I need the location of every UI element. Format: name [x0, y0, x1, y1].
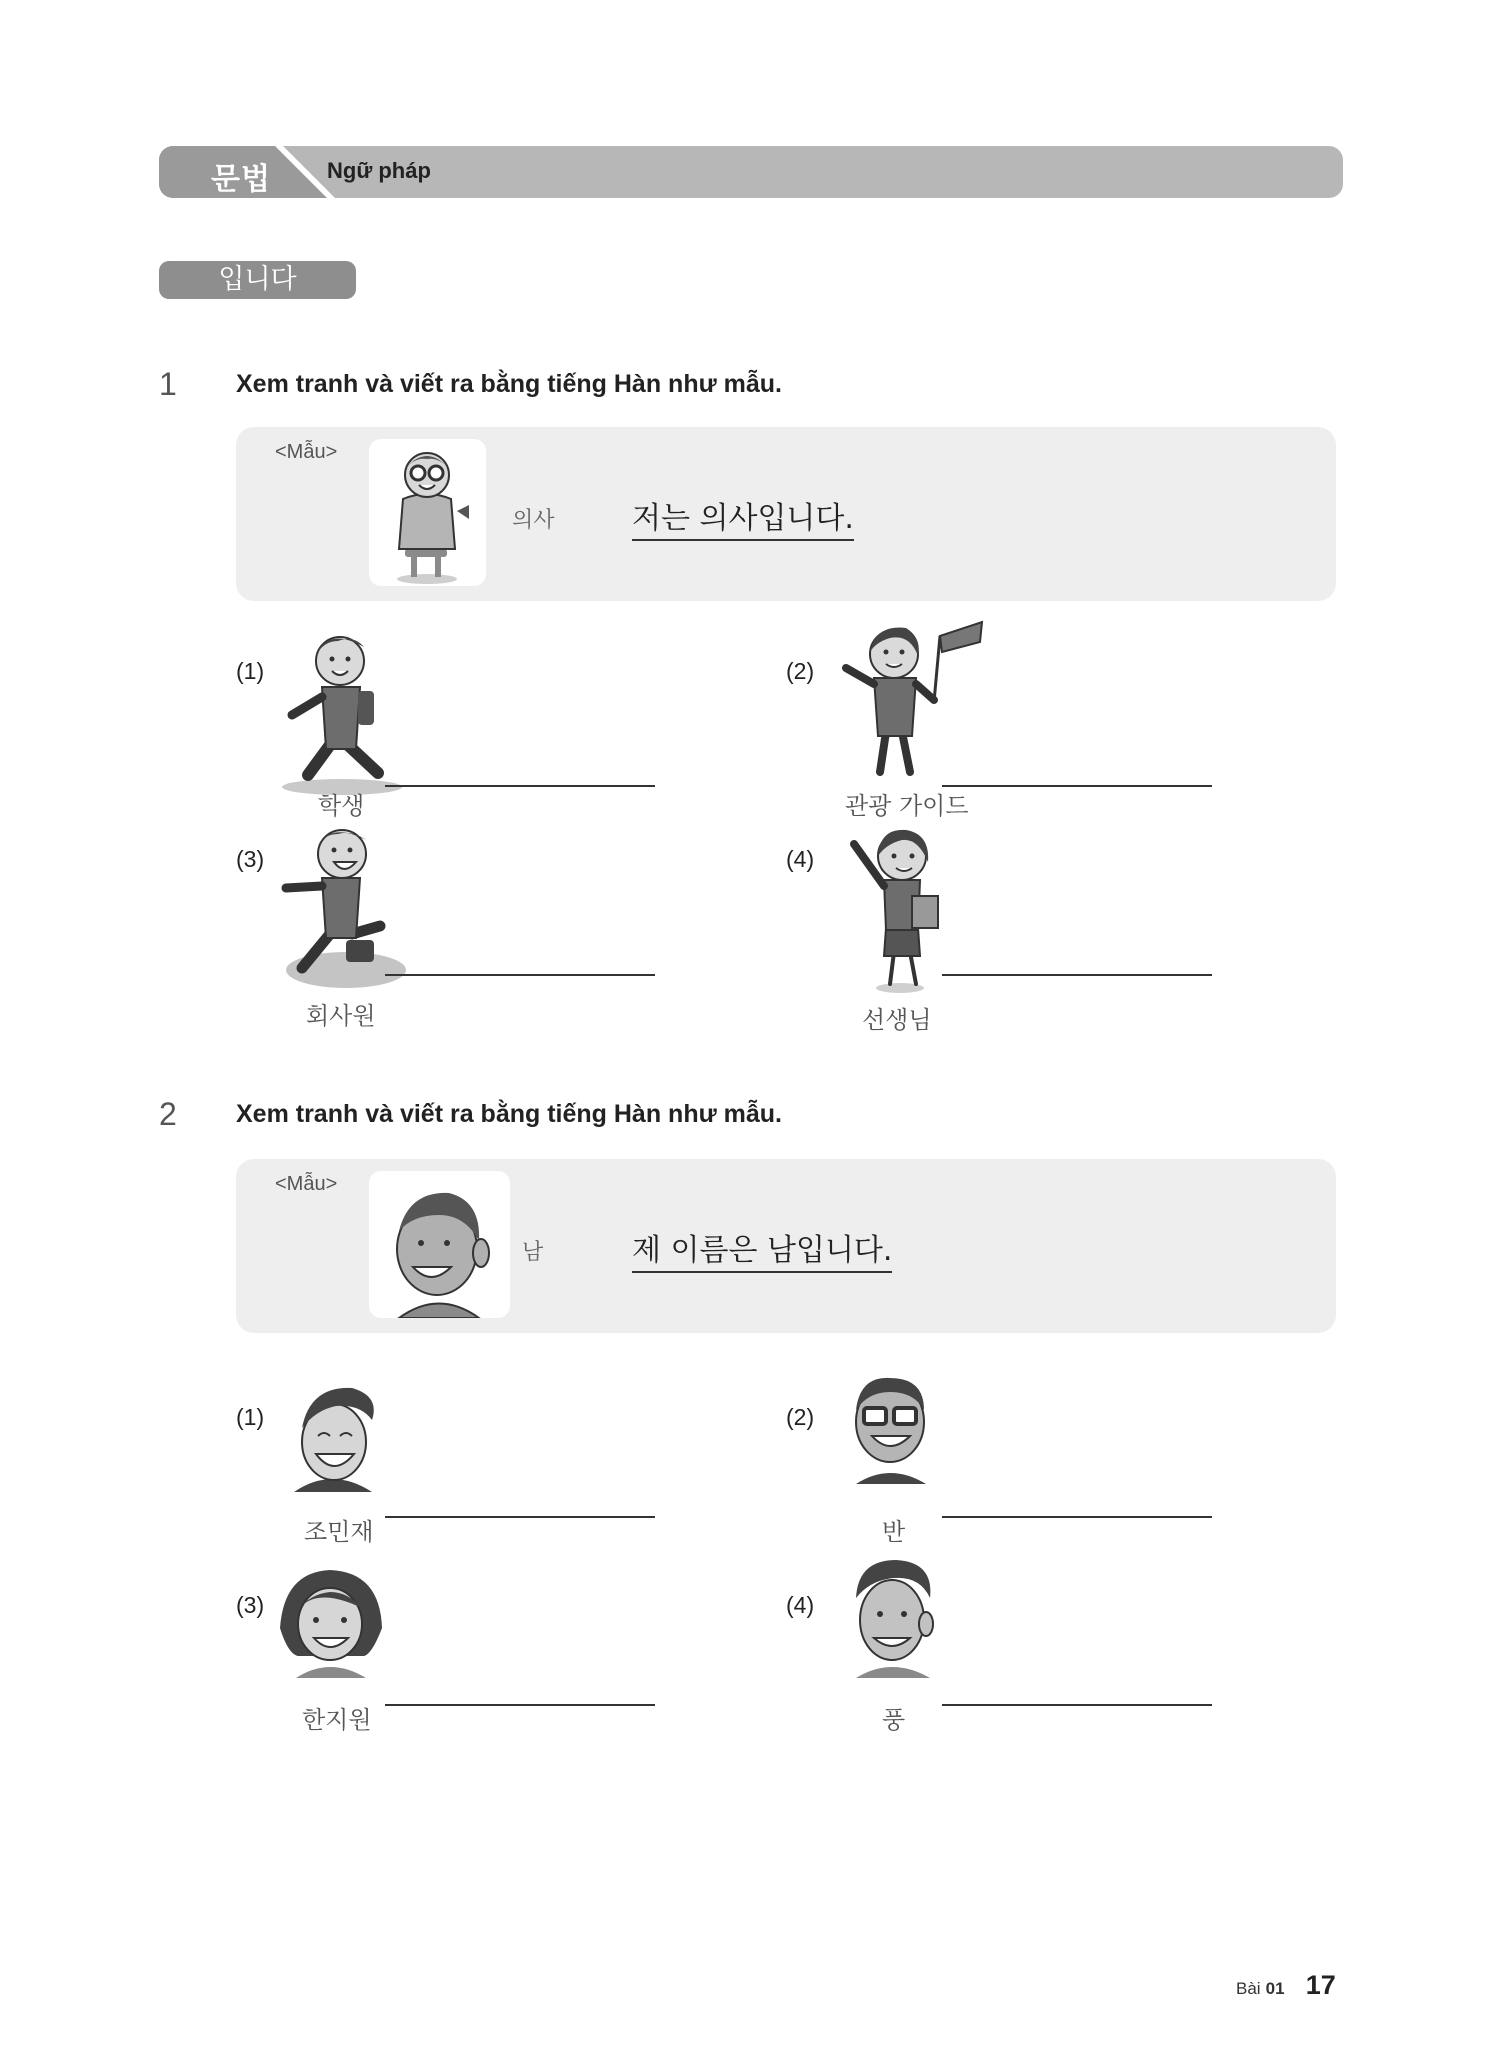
- item-label: 조민재: [304, 1518, 374, 1546]
- item-label: 선생님: [862, 1006, 932, 1034]
- page-footer: [1236, 1970, 1336, 2001]
- item-number: (1): [236, 1404, 265, 1430]
- item-label: 반: [882, 1518, 906, 1546]
- example-word: 남: [522, 1240, 544, 1265]
- item-label: 회사원: [306, 1002, 376, 1030]
- item-number: (3): [236, 1592, 265, 1618]
- item-number: (4): [786, 846, 815, 872]
- item-number: (2): [786, 1404, 815, 1430]
- item-number: (4): [786, 1592, 815, 1618]
- answer-line[interactable]: [942, 1704, 1212, 1706]
- item-number: (2): [786, 658, 815, 684]
- ban-portrait: [840, 1356, 940, 1484]
- example-box: [236, 1159, 1336, 1333]
- exercise-instruction: Xem tranh và viết ra bằng tiếng Hàn như mẫu.: [236, 370, 782, 398]
- student-illustration: [278, 625, 404, 795]
- grammar-point-pill: 입니다: [159, 261, 356, 299]
- example-answer: 저는 의사입니다.: [632, 493, 854, 541]
- answer-line[interactable]: [942, 974, 1212, 976]
- example-box: [236, 427, 1336, 601]
- page-number: 17: [1305, 1970, 1336, 2000]
- tour-guide-illustration: [830, 612, 986, 782]
- example-tag: <Mẫu>: [275, 441, 338, 463]
- answer-line[interactable]: [385, 1516, 655, 1518]
- answer-line[interactable]: [942, 785, 1212, 787]
- lesson-number: 01: [1265, 1979, 1285, 1998]
- jo-minjae-portrait: [280, 1380, 386, 1492]
- item-label: 풍: [882, 1706, 906, 1734]
- item-label: 한지원: [302, 1706, 372, 1734]
- doctor-illustration: [369, 439, 486, 586]
- header-tab-label: 문법: [211, 162, 271, 197]
- item-number: (3): [236, 846, 265, 872]
- section-header: [159, 146, 1343, 198]
- han-jiwon-portrait: [268, 1558, 394, 1678]
- nam-portrait-illustration: [369, 1171, 510, 1318]
- exercise-number: 2: [159, 1096, 177, 1132]
- example-answer: 제 이름은 남입니다.: [632, 1225, 892, 1273]
- exercise-instruction: Xem tranh và viết ra bằng tiếng Hàn như mẫu.: [236, 1100, 782, 1128]
- office-worker-illustration: [272, 818, 412, 988]
- answer-line[interactable]: [385, 974, 655, 976]
- phung-portrait: [838, 1550, 948, 1678]
- answer-line[interactable]: [942, 1516, 1212, 1518]
- exercise-number: 1: [159, 366, 177, 402]
- example-word: 의사: [512, 508, 555, 533]
- example-tag: <Mẫu>: [275, 1173, 338, 1195]
- header-title: Ngữ pháp: [327, 158, 431, 183]
- item-label: 학생: [318, 792, 365, 820]
- answer-line[interactable]: [385, 785, 655, 787]
- item-label: 관광 가이드: [845, 792, 969, 820]
- lesson-label: Bài: [1236, 1979, 1261, 1998]
- answer-line[interactable]: [385, 1704, 655, 1706]
- teacher-illustration: [840, 816, 960, 994]
- item-number: (1): [236, 658, 265, 684]
